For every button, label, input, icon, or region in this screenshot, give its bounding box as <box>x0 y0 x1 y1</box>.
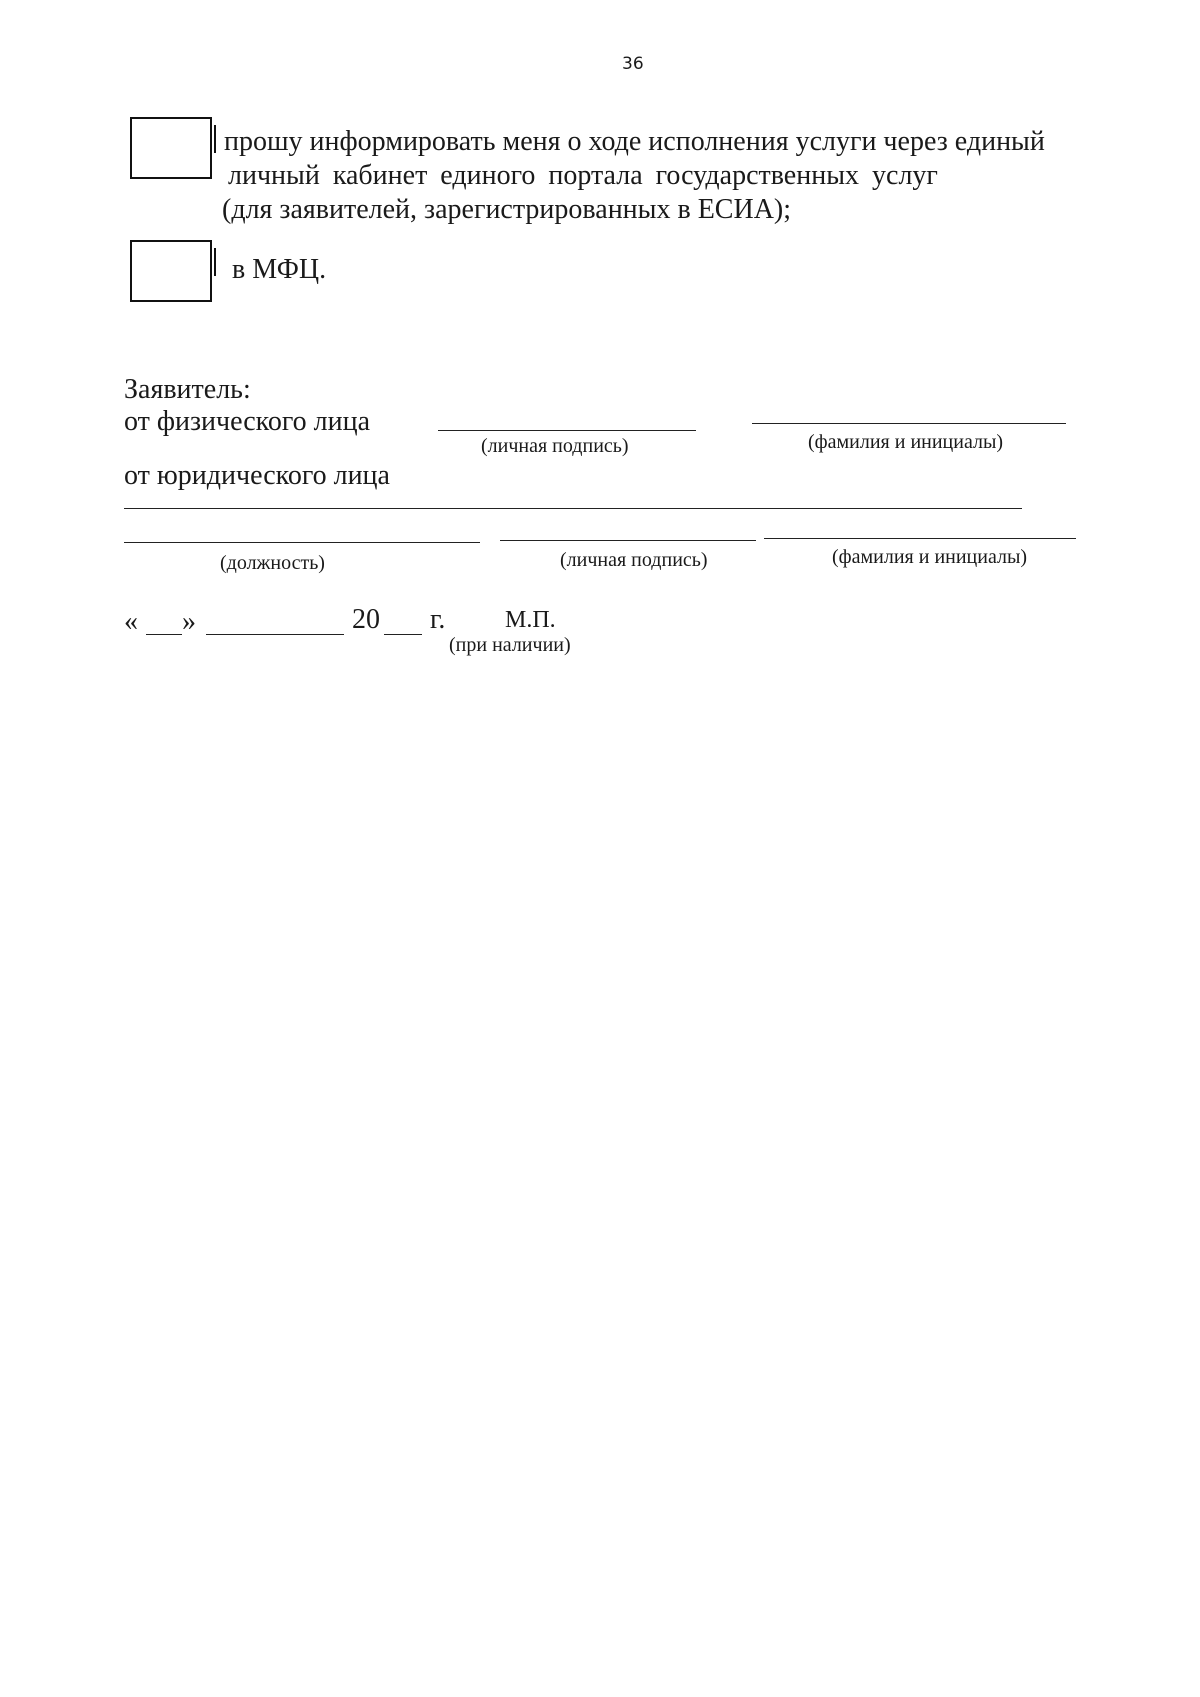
stamp-label: М.П. <box>505 607 556 633</box>
individual-signature-caption: (личная подпись) <box>481 435 629 457</box>
individual-name-caption: (фамилия и инициалы) <box>808 431 1004 453</box>
legal-signature-line[interactable] <box>500 540 756 541</box>
date-open-quote: « <box>124 606 138 637</box>
mfc-option-label: в МФЦ. <box>232 254 327 285</box>
legal-name-caption: (фамилия и инициалы) <box>832 546 1028 568</box>
individual-label: от физического лица <box>124 406 371 437</box>
applicant-title: Заявитель: <box>124 374 251 405</box>
legal-entity-name-line[interactable] <box>124 508 1022 509</box>
individual-name-line[interactable] <box>752 423 1066 424</box>
year-suffix: г. <box>430 604 446 635</box>
epgu-checkbox[interactable] <box>130 117 212 179</box>
legal-signature-caption: (личная подпись) <box>560 549 708 571</box>
year-field-line[interactable] <box>384 634 422 635</box>
date-close-quote: » <box>182 606 196 637</box>
stamp-note: (при наличии) <box>449 634 571 656</box>
legal-entity-label: от юридического лица <box>124 460 390 491</box>
legal-position-caption: (должность) <box>220 552 325 574</box>
epgu-option-line1: прошу информировать меня о ходе исполнения услуги через единый <box>224 126 1045 157</box>
day-field-line[interactable] <box>146 634 182 635</box>
epgu-option-line3: (для заявителей, зарегистрированных в ЕСИА); <box>222 194 792 225</box>
legal-position-line[interactable] <box>124 542 480 543</box>
individual-signature-line[interactable] <box>438 430 696 431</box>
month-field-line[interactable] <box>206 634 344 635</box>
epgu-option-line2: личный кабинет единого портала государственных услуг <box>228 160 938 191</box>
mfc-checkbox[interactable] <box>130 240 212 302</box>
legal-name-line[interactable] <box>764 538 1076 539</box>
page-number: 36 <box>622 54 644 74</box>
year-prefix: 20 <box>352 604 380 635</box>
